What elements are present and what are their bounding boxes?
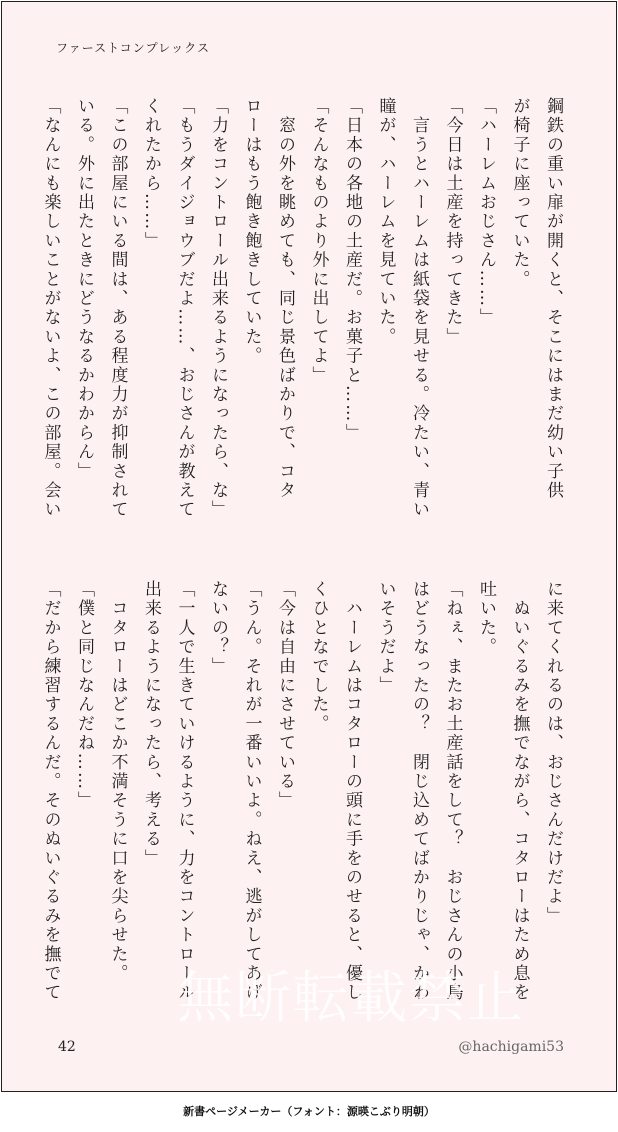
- text-column: 「この部屋にいる間は、ある程度力が抑制されて: [107, 97, 128, 520]
- text-column: に来てくれるのは、おじさんだけだよ」: [543, 580, 563, 926]
- text-block-top: [40, 97, 569, 537]
- text-column: いる。外に出たときにどうなるかわからん」: [74, 97, 94, 481]
- text-column: 「ねぇ、またお土産話をして？ おじさんの小鳥: [442, 580, 463, 1003]
- text-column: 瞳が、ハーレムを見ていた。: [375, 97, 396, 347]
- text-column: ぬいぐるみを撫でながら、コタローはため息を: [509, 580, 530, 1003]
- text-column: 「そんなものより外に出してよ」: [308, 97, 329, 385]
- text-column: 「もうダイジョウブだよ……、おじさんが教えて: [174, 97, 195, 520]
- text-column: くひとなでした。: [308, 580, 329, 734]
- text-column: コタローはどこか不満そうに口を尖らせた。: [107, 580, 128, 984]
- footer-credit: 新書ページメーカー（フォント：源暎こぶり明朝）: [183, 1105, 435, 1118]
- book-page: [1, 1, 617, 1092]
- header-title: ファーストコンプレックス: [56, 41, 210, 55]
- text-column: 「だから練習するんだ。そのぬいぐるみを撫でて: [40, 580, 61, 1003]
- author-handle: @hachigami53: [458, 1039, 564, 1055]
- text-column: 「なんにも楽しいことがないよ、この部屋。会い: [40, 97, 61, 520]
- text-column: 窓の外を眺めても、同じ景色ばかりで、コタ: [275, 97, 295, 501]
- text-column: いそうだよ」: [375, 580, 396, 696]
- text-column: 「ハーレムおじさん……」: [476, 97, 496, 328]
- text-column: 吐いた。: [476, 580, 496, 657]
- text-column: 「日本の各地の土産だ。お菓子と……」: [342, 97, 362, 443]
- text-column: が椅子に座っていた。: [509, 97, 530, 289]
- text-column: 「今は自由にさせている」: [275, 580, 295, 811]
- text-column: 鋼鉄の重い扉が開くと、そこにはまだ幼い子供: [543, 97, 563, 501]
- page-number: 42: [58, 1039, 76, 1055]
- text-column: 「一人で生きていけるように、力をコントロール: [174, 580, 195, 1003]
- text-column: くれたから……」: [141, 97, 161, 251]
- text-column: 出来るようになったら、考える」: [141, 580, 161, 868]
- text-column: はどうなったの？ 閉じ込めてばかりじゃ、かわ: [409, 580, 429, 1003]
- text-column: 「僕と同じなんだね……」: [74, 580, 94, 811]
- text-column: ハーレムはコタローの頭に手をのせると、優し: [342, 580, 362, 1003]
- text-column: 言うとハーレムは紙袋を見せる。冷たい、青い: [409, 97, 429, 520]
- text-column: ローはもう飽き飽きしていた。: [241, 97, 262, 366]
- text-column: 「力をコントロール出来るようになったら、な」: [208, 97, 228, 520]
- text-column: 「うん。それが一番いいよ。ねえ、逃がしてあげ: [241, 580, 262, 1003]
- text-column: ないの？」: [208, 580, 228, 676]
- text-column: 「今日は土産を持ってきた」: [442, 97, 463, 347]
- watermark: 無断転載禁止: [177, 966, 525, 1031]
